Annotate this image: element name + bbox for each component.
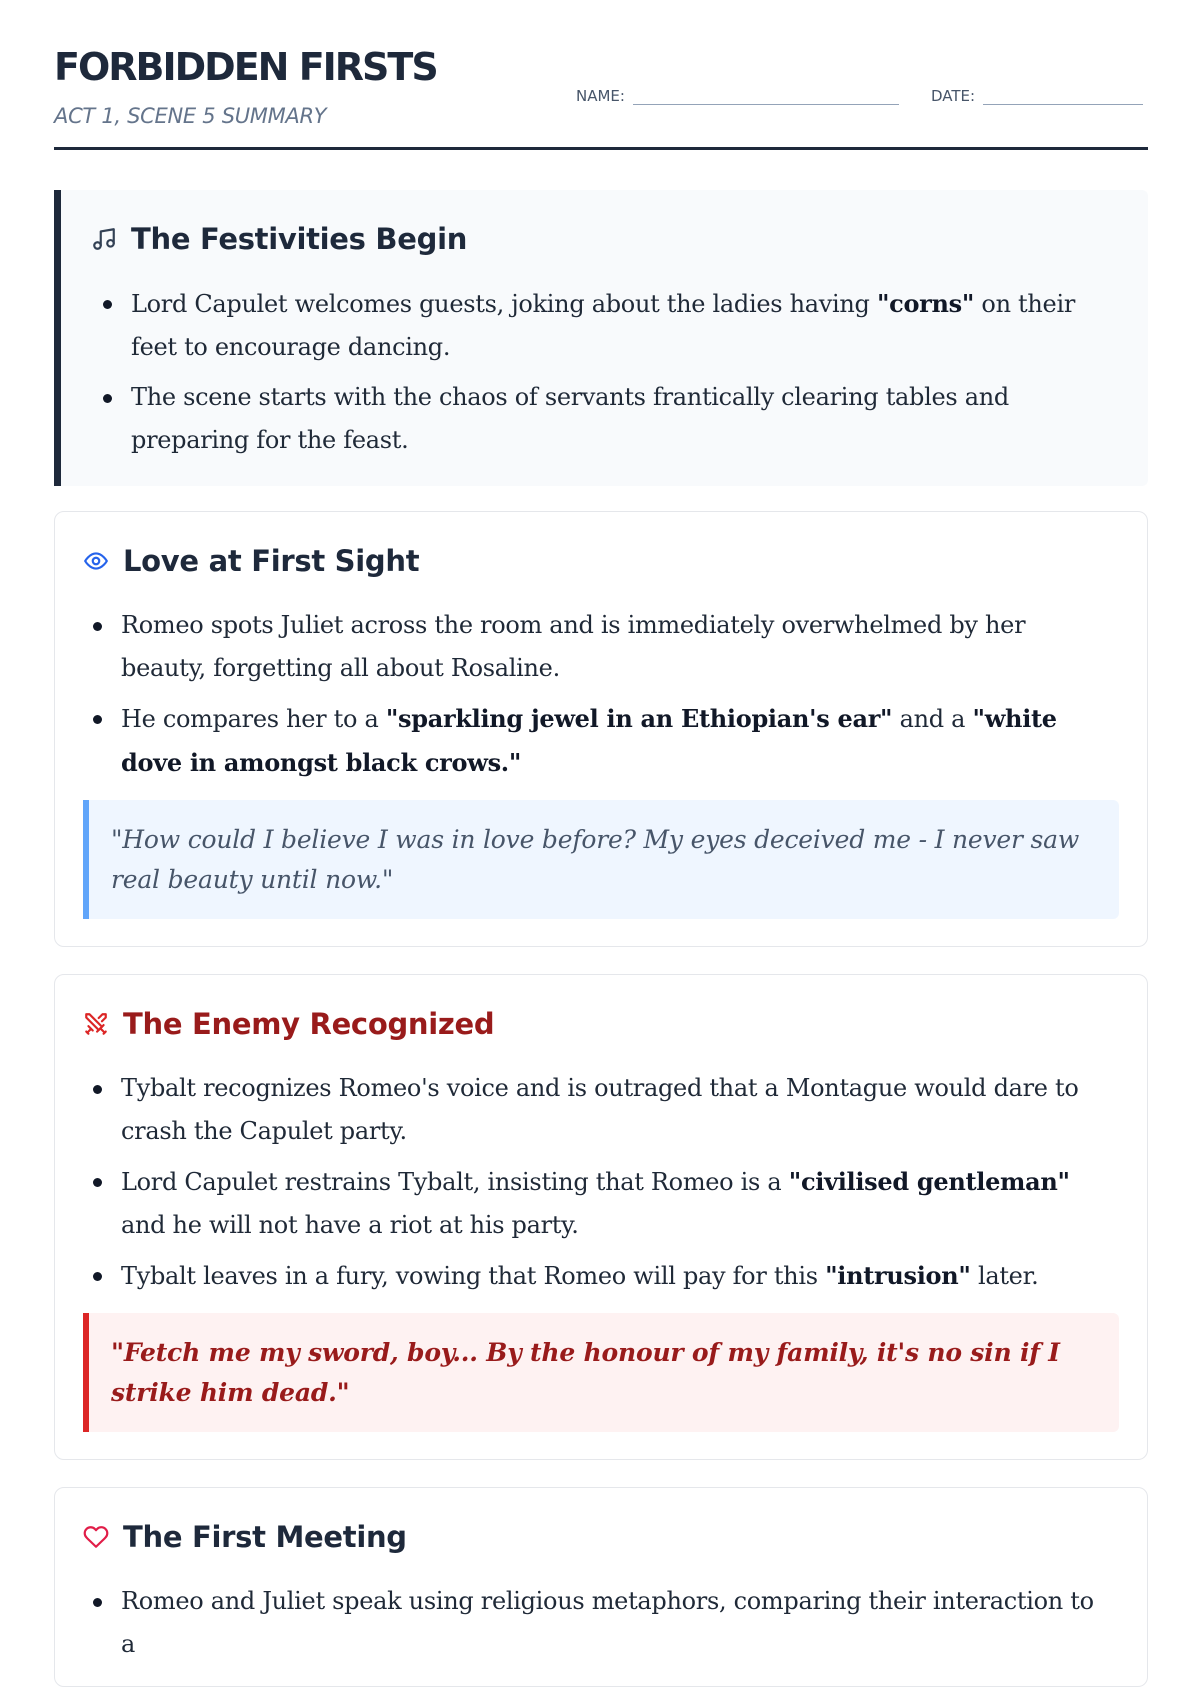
quote-block: "How could I believe I was in love before? My eyes deceived me - I never saw real beauty until now." [83,800,1119,919]
eye-icon [83,548,109,574]
list-item: Lord Capulet restrains Tybalt, insisting that Romeo is a "civilised gentleman" and he will not have a riot at his party. [91,1160,1107,1247]
list-item: Lord Capulet welcomes guests, joking about the ladies having "corns" on their feet to encourage dancing. [101,282,1111,369]
section-heading [83,544,419,578]
name-field[interactable] [576,84,899,105]
list-item: Tybalt leaves in a fury, vowing that Romeo will pay for this "intrusion" later. [91,1254,1107,1298]
section-love [54,511,1148,947]
list-item: Tybalt recognizes Romeo's voice and is outraged that a Montague would dare to crash the Capulet party. [91,1067,1107,1153]
list-item: He compares her to a "sparkling jewel in an Ethiopian's ear" and a "white dove in amongst black crows." [91,697,1107,785]
section-title: The Enemy Recognized [123,1007,495,1041]
bullet-list [101,282,1111,469]
date-field[interactable] [931,84,1143,105]
page-title: FORBIDDEN FIRSTS [54,45,437,89]
bullet-list [91,1067,1107,1305]
section-title: The Festivities Begin [131,222,468,256]
worksheet-page [54,0,1148,1658]
bullet-list [91,1580,1107,1673]
section-festivities [54,190,1148,486]
section-heading [83,1007,494,1041]
crossed-swords-icon [83,1011,109,1037]
music-note-icon [91,226,117,252]
date-label: DATE: [931,87,976,105]
section-title: Love at First Sight [123,544,420,578]
page-subtitle: ACT 1, SCENE 5 SUMMARY [54,104,327,128]
section-meeting [54,1487,1148,1687]
heart-icon [83,1524,109,1550]
section-title: The First Meeting [123,1520,407,1554]
list-item: The scene starts with the chaos of servants frantically clearing tables and preparing for the feast. [101,376,1111,462]
name-label: NAME: [576,87,625,105]
quote-block: "Fetch me my sword, boy... By the honour of my family, it's no sin if I strike him dead." [83,1313,1119,1432]
bullet-list [91,604,1107,792]
date-line[interactable] [983,84,1143,105]
section-heading [91,222,467,256]
list-item: Romeo and Juliet speak using religious metaphors, comparing their interaction to a [91,1580,1107,1666]
section-enemy [54,974,1148,1460]
worksheet-header [54,0,1148,150]
section-heading [83,1520,407,1554]
list-item: Romeo spots Juliet across the room and is immediately overwhelmed by her beauty, forgetting all about Rosaline. [91,604,1107,690]
name-line[interactable] [633,84,899,105]
